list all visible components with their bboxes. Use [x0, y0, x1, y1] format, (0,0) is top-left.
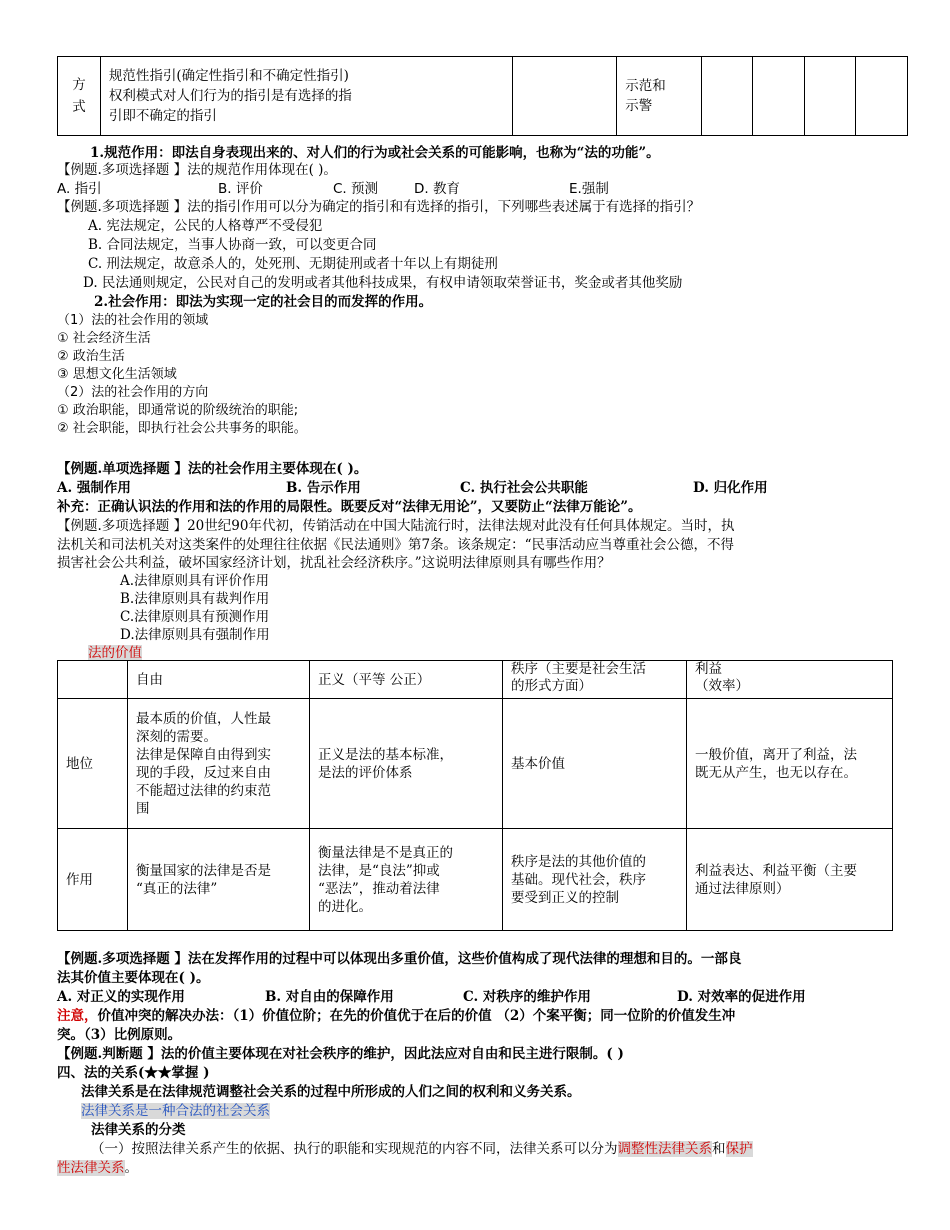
table-cell [310, 699, 503, 829]
classification-text-part: 。 [124, 1160, 138, 1176]
option-b: B. 告示作用 [286, 480, 361, 496]
note-text: 价值冲突的解决办法：（1）价值位阶；在先的价值优于在后的价值 （2）个案平衡；同一位阶的价值发生冲 [97, 1008, 736, 1024]
option-d: D. 对效率的促进作用 [677, 989, 806, 1005]
option-c: C. 刑法规定，故意杀人的，处死刑、无期徒刑或者十年以上有期徒刑 [88, 256, 498, 272]
conflict-note [57, 1004, 735, 1024]
law-value-table [57, 660, 893, 931]
option-e: E.强制 [569, 181, 609, 197]
table-cell [687, 699, 893, 829]
legal-relation-note [81, 1099, 270, 1119]
classification-text [91, 1137, 753, 1157]
table-cell [503, 699, 687, 829]
empty-cell [856, 57, 908, 136]
cell-line: 利益表达、利益平衡（主要 [695, 862, 857, 879]
option-a: A. 指引 [57, 181, 102, 197]
option-d: D. 教育 [414, 181, 460, 197]
cell-line: 一般价值，离开了利益，法 [695, 746, 857, 763]
header-benefit-line: 利益 [695, 661, 722, 677]
cell-line: 法律，是“良法”抑或 [318, 862, 440, 879]
cell-line: 现的手段，反过来自由 [136, 764, 271, 781]
cell-line: 的进化。 [318, 898, 372, 915]
option-c: C.法律原则具有预测作用 [120, 609, 270, 625]
method-table [57, 56, 908, 136]
option-b: B. 评价 [218, 181, 263, 197]
empty-cell [753, 57, 805, 136]
cell-line: “恶法”，推动着法律 [318, 880, 440, 897]
highlighted-term: 保护 [725, 1141, 753, 1157]
cell-line: 要受到正义的控制 [511, 889, 619, 906]
cell-line: “真正的法律” [136, 880, 218, 897]
classification-text-cont [57, 1156, 138, 1176]
option-a: A.法律原则具有评价作用 [120, 573, 270, 589]
subsection-heading: 法律关系的分类 [91, 1122, 186, 1138]
cell-line: 秩序是法的其他价值的 [511, 853, 646, 870]
question-text: 【例题.多项选择题 】法在发挥作用的过程中可以体现出多重价值，这些价值构成了现代法律的理想和目的。一部良 [57, 951, 742, 967]
table-cell [310, 829, 503, 931]
highlighted-text: 法律关系是一种合法的社会关系 [81, 1103, 270, 1119]
option-d: D. 民法通则规定，公民对自己的发明或者其他科技成果，有权申请领取荣誉证书，奖金或者其他奖励 [83, 275, 683, 291]
subheading: （1）法的社会作用的领域 [57, 313, 209, 328]
demo-line: 示警 [625, 98, 653, 114]
cell-line: 法律是保障自由得到实 [136, 746, 271, 763]
question-text: 法机关和司法机关对这类案件的处理往往依据《民法通则》第7条。该条规定：“民事活动应当尊重社会公德，不得 [57, 537, 734, 553]
cell-line: 最本质的价值，人性最 [136, 710, 271, 727]
empty-cell [701, 57, 753, 136]
option-c: C. 执行社会公共职能 [460, 480, 588, 496]
header-justice: 正义（平等 公正） [318, 671, 431, 688]
guidance-cell [100, 57, 512, 136]
cell-line: 通过法律原则） [695, 880, 790, 897]
cell-line: 正义是法的基本标准， [318, 746, 453, 763]
option-b: B.法律原则具有裁判作用 [120, 591, 270, 607]
classification-text-part: （一）按照法律关系产生的依据、执行的职能和实现规范的内容不同，法律关系可以分为 [91, 1141, 618, 1157]
question-text: 法其价值主要体现在( )。 [57, 970, 210, 986]
table-cell [503, 829, 687, 931]
table-cell [128, 699, 310, 829]
empty-cell [513, 57, 617, 136]
list-item: ② 政治生活 [57, 349, 125, 364]
question-text: 【例题.单项选择题 】法的社会作用主要体现在( )。 [57, 461, 368, 477]
heading-normative-role: 1.规范作用：即法自身表现出来的、对人们的行为或社会关系的可能影响，也称为“法的功能”。 [90, 145, 660, 161]
demo-line: 示范和 [625, 78, 666, 94]
cell-line: 衡量国家的法律是否是 [136, 862, 271, 879]
table-header-cell [503, 661, 687, 699]
table-header-cell [687, 661, 893, 699]
table-header-cell [310, 661, 503, 699]
empty-cell [804, 57, 856, 136]
cell-line: 不能超过法律的约束范 [136, 782, 271, 799]
list-item: ② 社会职能，即执行社会公共事务的职能。 [57, 421, 307, 436]
question-text: 损害社会公共利益，破坏国家经济计划，扰乱社会经济秩序。”这说明法律原则具有哪些作用？ [57, 555, 611, 571]
row-label-status: 地位 [66, 755, 93, 772]
value-heading: 法的价值 [88, 645, 142, 661]
heading-social-role: 2.社会作用：即法为实现一定的社会目的而发挥的作用。 [94, 294, 433, 310]
question-text: 【例题.多项选择题 】法的指引作用可以分为确定的指引和有选择的指引，下列哪些表述属于有选择的指引？ [57, 199, 701, 215]
option-d: D.法律原则具有强制作用 [120, 627, 270, 643]
cell-line: 基础。现代社会，秩序 [511, 871, 646, 888]
definition-text: 法律关系是在法律规范调整社会关系的过程中所形成的人们之间的权利和义务关系。 [81, 1084, 581, 1100]
cell-line: 既无从产生，也无以存在。 [695, 764, 857, 781]
header-benefit-line: （效率） [695, 678, 749, 694]
cell-text: 基本价值 [511, 755, 565, 772]
cell-line: 深刻的需要。 [136, 728, 217, 745]
table-header-cell [58, 661, 128, 699]
cell-line: 衡量法律是不是真正的 [318, 844, 453, 861]
option-a: A. 对正义的实现作用 [57, 989, 185, 1005]
option-b: B. 对自由的保障作用 [265, 989, 394, 1005]
question-text: 【例题.判断题 】法的价值主要体现在对社会秩序的维护，因此法应对自由和民主进行限制。( ) [57, 1046, 624, 1062]
list-item: ③ 思想文化生活领域 [57, 367, 177, 382]
row-label [58, 699, 128, 829]
section-heading: 四、法的关系(★★掌握 ) [57, 1065, 210, 1081]
list-item: ① 政治职能，即通常说的阶级统治的职能; [57, 403, 299, 418]
row-label-function: 作用 [66, 871, 93, 888]
table-cell [687, 829, 893, 931]
table-header-cell [128, 661, 310, 699]
classification-text-part: 和 [712, 1141, 726, 1157]
demo-cell [617, 57, 701, 136]
highlighted-term: 调整性法律关系 [617, 1141, 712, 1157]
conflict-note-cont: 突。（3）比例原则。 [57, 1027, 182, 1043]
question-text: 【例题.多项选择题 】20世纪90年代初，传销活动在中国大陆流行时，法律法规对此没有任何具体规定。当时，执 [57, 518, 735, 534]
method-label: 方式 [72, 77, 86, 115]
table-cell [128, 829, 310, 931]
option-b: B. 合同法规定，当事人协商一致，可以变更合同 [88, 237, 377, 253]
guidance-line: 引即不确定的指引 [108, 108, 217, 124]
highlighted-term: 性法律关系 [57, 1160, 125, 1176]
header-order-line: 的形式方面） [511, 678, 592, 694]
option-a: A. 强制作用 [57, 480, 131, 496]
supplement-note: 补充：正确认识法的作用和法的作用的局限性。既要反对“法律无用论”，又要防止“法律万能论”。 [57, 499, 642, 515]
guidance-line: 规范性指引(确定性指引和不确定性指引) [108, 68, 349, 84]
option-a: A. 宪法规定，公民的人格尊严不受侵犯 [88, 218, 323, 234]
question-text: 【例题.多项选择题 】法的规范作用体现在( )。 [57, 162, 337, 178]
subheading: （2）法的社会作用的方向 [57, 385, 209, 400]
guidance-line: 权利模式对人们行为的指引是有选择的指 [108, 88, 352, 104]
method-label-cell [58, 57, 101, 136]
header-freedom: 自由 [136, 671, 163, 688]
header-order-line: 秩序（主要是社会生活 [511, 661, 646, 677]
option-c: C. 对秩序的维护作用 [463, 989, 591, 1005]
row-label [58, 829, 128, 931]
option-c: C. 预测 [333, 181, 379, 197]
cell-line: 围 [136, 800, 150, 817]
option-d: D. 归化作用 [693, 480, 768, 496]
note-label: 注意， [57, 1008, 98, 1024]
section-title-value [88, 641, 142, 661]
list-item: ① 社会经济生活 [57, 331, 151, 346]
cell-line: 是法的评价体系 [318, 764, 413, 781]
